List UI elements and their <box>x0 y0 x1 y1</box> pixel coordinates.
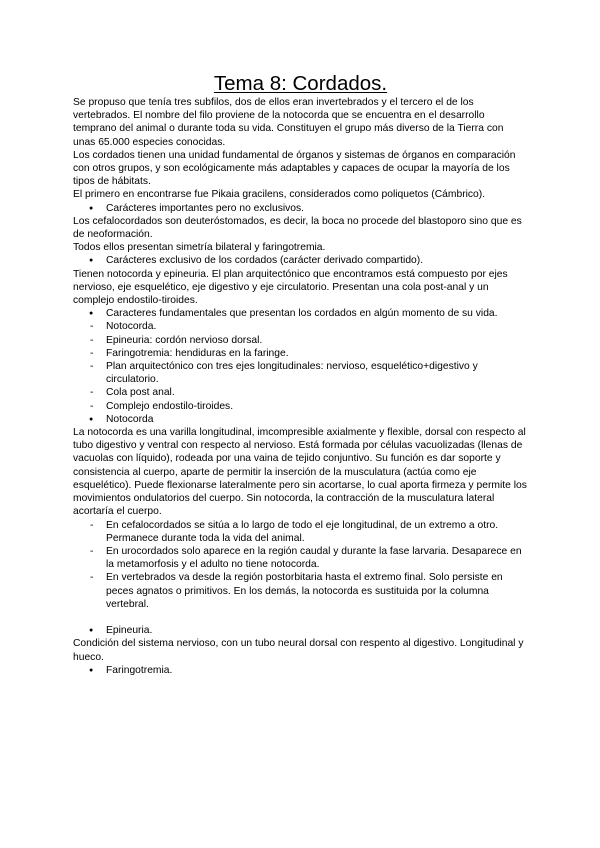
bullet-list <box>73 254 528 267</box>
paragraph-symmetry: Todos ellos presentan simetría bilateral y faringotremia. <box>73 242 326 254</box>
paragraph-body-plan: Tienen notocorda y epineuria. El plan arquitectónico que encontramos está compuesto por ejes nervioso, eje esquelético, eje digestivo y eje circulatorio. Presentan una cola post-anal y un complejo endostilo-tiroides. <box>73 268 508 307</box>
dash-list-notocorda <box>73 519 528 611</box>
paragraph-intro: Se propuso que tenía tres subfilos, dos de ellos eran invertebrados y el tercero el de los vertebrados. El nombre del filo proviene de la notocorda que se encuentra en el desarrollo temprano del animal o durante toda su vida. Constituyen el grupo más diverso de la Tierra con unas 65.000 especies conocidas. <box>73 97 504 148</box>
bullet-list <box>73 307 528 320</box>
dash-list-characters <box>73 320 528 412</box>
paragraph-organs: Los cordados tienen una unidad fundamental de órganos y sistemas de órganos en comparación con otros grupos, y son ecológicamente más adaptables y capaces de ocupar la mayoría de los tipos de hábitats. <box>73 149 516 188</box>
paragraph-pikaia: El primero en encontrarse fue Pikaia gracilens, considerados como poliquetos (Cámbrico). <box>73 189 486 201</box>
bullet-item-epineuria: ● Epineuria. <box>73 624 528 637</box>
bullet-item-fundamental-characters: ● Caracteres fundamentales que presentan los cordados en algún momento de su vida. <box>73 307 528 320</box>
dash-item: - Cola post anal. <box>73 386 528 399</box>
dash-item: - Complejo endostilo-tiroides. <box>73 400 528 413</box>
paragraph-cephalochordates: Los cefalocordados son deuteróstomados, es decir, la boca no procede del blastoporo sino que es de neoformación. <box>73 215 522 241</box>
paragraph-epineuria: Condición del sistema nervioso, con un tubo neural dorsal con respento al digestivo. Longitudinal y hueco. <box>73 638 524 663</box>
bullet-list <box>73 413 528 426</box>
dash-item: - En cefalocordados se sitúa a lo largo de todo el eje longitudinal, de un extremo a otro. Permanece durante toda la vida del animal. <box>73 519 528 545</box>
bullet-item-important-characters: ● Carácteres importantes pero no exclusivos. <box>73 202 528 215</box>
bullet-item-exclusive-characters: ● Carácteres exclusivo de los cordados (carácter derivado compartido). <box>73 254 528 267</box>
bullet-list <box>73 202 528 215</box>
paragraph-notocorda: La notocorda es una varilla longitudinal, imcompresible axialmente y flexible, dorsal con respecto al tubo digestivo y ventral con respecto al nervioso. Está formada por células vacuolizadas (llenas de vacuolas con líquido), rodeada por una vaina de tejido conjuntivo. Su función es dar soporte y consistencia al cuerpo, aparte de permitir la inserción de la musculatura (actúa como eje esquelético). Puede flexionarse lateralmente pero sin acortarse, lo cual aporta firmeza y permite los movimientos ondulatorios del cuerpo. Sin notocorda, la contracción de la musculatura lateral acortaría el cuerpo. <box>73 427 527 518</box>
blank-line <box>73 611 528 624</box>
dash-item: - Plan arquitectónico con tres ejes longitudinales: nervioso, esquelético+digestivo y circulatorio. <box>73 360 528 386</box>
dash-item: - Faringotremia: hendiduras en la faringe. <box>73 347 528 360</box>
page-title: Tema 8: Cordados. <box>213 72 388 95</box>
dash-item: - Epineuria: cordón nervioso dorsal. <box>73 334 528 347</box>
bullet-item-faringotremia: ● Faringotremia. <box>73 664 528 677</box>
dash-item: - En urocordados solo aparece en la región caudal y durante la fase larvaria. Desaparece en la metamorfosis y el adulto no tiene notocorda. <box>73 545 528 571</box>
dash-item: - En vertebrados va desde la región postorbitaria hasta el extremo final. Solo persiste en peces agnatos o primitivos. En los demás, la notocorda es sustituida por la columna vertebral. <box>73 571 528 611</box>
bullet-item-notocorda: ● Notocorda <box>73 413 528 426</box>
bullet-list <box>73 624 528 637</box>
dash-item: - Notocorda. <box>73 320 528 333</box>
bullet-list <box>73 664 528 677</box>
document-page <box>73 72 528 677</box>
